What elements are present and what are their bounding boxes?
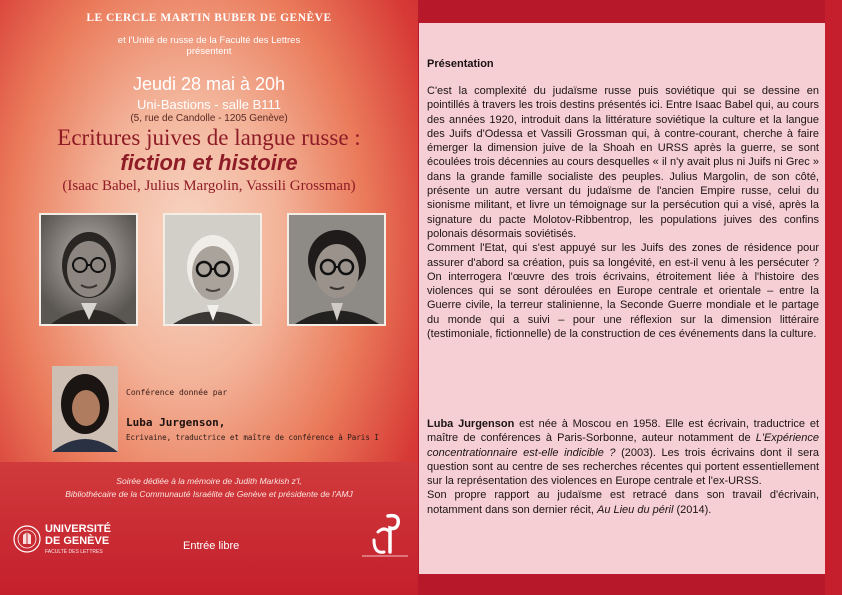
speaker-bio xyxy=(427,417,819,517)
bio-book-1: L'Expérience concentrationnaire est-elle indicible ? xyxy=(427,432,819,459)
event-venue: Uni-Bastions - salle B111 xyxy=(136,97,282,112)
presentation-paragraph-2: Comment l'Etat, qui s'est appuyé sur les Juifs des zones de résidence pour assurer d'abord sa création, puis sa longévité, en est-il venu à les persécuter ? On interrogera l'œuvre des trois écrivains, étroitement liée à l'histoire des violences qui se sont déroulées en Europe centrale et orientale – entre la Guerre civile, la terreur stalinienne, la Seconde Guerre mondiale et le partage du monde qui a suivi – pour une réflexion sur la dimension littéraire (testimoniale, fictionnelle) de la construction de ces événements dans la culture. xyxy=(427,242,819,341)
presentation-paragraph-1: C'est la complexité du judaïsme russe puis soviétique qui se dessine en pointillés à travers les trois destins présentés ici. Entre Isaac Babel qui, au cours des années 1920, introduit dans la littérature soviétique la culture et la langue des Juifs d'Odessa et Vassili Grossman qui, à contre-courant, cherche à faire émerger la dimension juive de la Shoah en URSS après la guerre, se sont écoulées trois décennies au cours desquelles « il n'y avait plus ni Juifs ni Grec » dans la grande famille socialiste des peuples. Julius Margolin, de son côté, présente un autre versant du judaïsme de l'ancien Empire russe, celui du sionisme militant, et livre un témoignage sur la persécution qui a visé, après la signature du pacte Molotov-Ribbentrop, les populations juives des confins polonais désormais soviétisés. xyxy=(427,85,819,240)
event-title-line1: Ecritures juives de langue russe : xyxy=(57,125,361,150)
unige-logo xyxy=(12,523,112,571)
speaker-role: Ecrivaine, traductrice et maître de conférence à Paris I xyxy=(126,433,379,442)
event-title-line2: fiction et histoire xyxy=(120,150,298,175)
bio-name: Luba Jurgenson xyxy=(427,418,515,430)
right-edge-strip xyxy=(825,0,842,595)
dedication xyxy=(0,475,418,501)
presentation-heading: Présentation xyxy=(427,58,494,70)
unige-name-line2: DE GENÈVE xyxy=(45,535,110,547)
organizer-subtitle-line1: et l'Unité de russe de la Faculté des Lettres xyxy=(117,35,301,46)
speaker-photo xyxy=(52,366,118,452)
unige-faculty: FACULTÉ DES LETTRES xyxy=(45,549,103,555)
unige-name xyxy=(45,523,111,547)
organizer-title: LE CERCLE MARTIN BUBER DE GENÈVE xyxy=(86,12,332,24)
unige-seal-icon xyxy=(12,523,42,555)
presentation-text xyxy=(427,84,819,341)
portrait-vassili-grossman xyxy=(287,213,386,326)
bio-book-2: Au Lieu du péril xyxy=(596,503,674,516)
portrait-isaac-babel xyxy=(39,213,138,326)
portrait-julius-margolin xyxy=(163,213,262,326)
bio-text-2: (2003). Les trois écrivains dont il sera question sont au centre de ses recherches récentes qui portent essentiellement sur la représentation des violences en Europe centrale et l'ex-URSS. xyxy=(427,446,819,488)
cercle-martin-buber-logo-icon xyxy=(360,510,410,560)
bio-paragraph-1 xyxy=(427,417,819,488)
bio-text-4: (2014). xyxy=(673,503,712,516)
bio-text-1: est née à Moscou en 1958. Elle est écrivain, traductrice et maître de conférences à Paris-Sorbonne, auteur notamment de xyxy=(427,418,820,445)
organizer-subtitle xyxy=(0,35,418,57)
event-title-authors: (Isaac Babel, Julius Margolin, Vassili Grossman) xyxy=(62,178,356,194)
free-entry-label: Entrée libre xyxy=(183,540,240,552)
bio-paragraph-2 xyxy=(427,488,819,517)
dedication-line2: Bibliothécaire de la Communauté Israélite de Genève et présidente de l'AMJ xyxy=(65,489,353,499)
bio-text-3: Son propre rapport au judaïsme est retracé dans son travail d'écrivain, notamment dans son dernier récit, xyxy=(427,489,819,516)
speaker-name: Luba Jurgenson, xyxy=(126,416,226,429)
conference-label: Conférence donnée par xyxy=(126,388,228,397)
organizer-subtitle-line2: présentent xyxy=(186,46,232,57)
event-address: (5, rue de Candolle - 1205 Genève) xyxy=(130,113,288,124)
dedication-line1: Soirée dédiée à la mémoire de Judith Markish z'l, xyxy=(116,476,302,486)
unige-name-line1: UNIVERSITÉ xyxy=(45,523,112,535)
event-date: Jeudi 28 mai à 20h xyxy=(132,74,286,94)
